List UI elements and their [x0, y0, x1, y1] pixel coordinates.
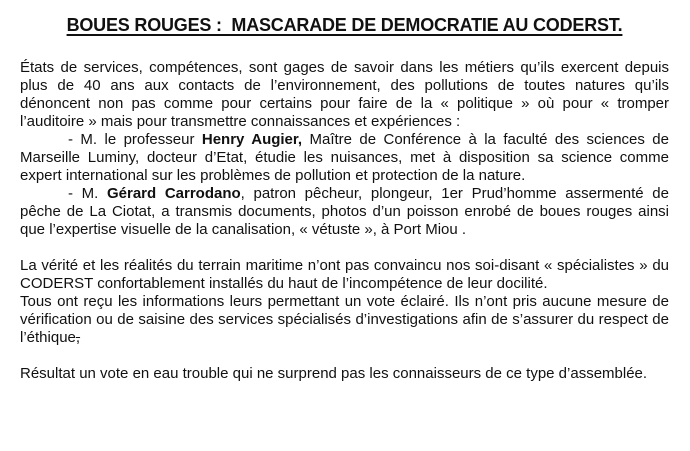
tous-text: Tous ont reçu les informations leurs permettant un vote éclairé. Ils n’ont pris aucune mesure de vérification ou de saisine des services spécialisés d’investigations afin de s’assurer du respect de l’éthique [20, 293, 669, 346]
struck-comma: , [75, 329, 81, 346]
augier-text: Maître de Conférence à la faculté des sciences de Marseille Luminy, docteur d’Etat, étudie les nuisances, met à disposition sa science comme expert international sur les problèmes de pollution et protection de la nature. [20, 131, 669, 184]
carrodano-prefix: - M. [68, 185, 107, 202]
paragraph-resultat: Résultat un vote en eau trouble qui ne surprend pas les connaisseurs de ce type d’assemblée. [20, 365, 648, 382]
paragraph-carrodano [20, 185, 669, 239]
document-title [20, 15, 669, 36]
paragraph-verite: La vérité et les réalités du terrain maritime n’ont pas convaincu nos soi-disant « spécialistes » du CODERST confortablement installés du haut de l’incompétence de leur docilité. [20, 257, 669, 292]
carrodano-name: Gérard Carrodano [106, 185, 241, 202]
paragraph-gap [20, 239, 669, 257]
augier-prefix: - M. le professeur [68, 131, 202, 148]
augier-name: Henry Augier, [201, 131, 303, 148]
paragraph-tous [20, 293, 669, 347]
title-text: BOUES ROUGES : MASCARADE DE DEMOCRATIE AU CODERST. [66, 15, 623, 35]
carrodano-text: , patron pêcheur, plongeur, 1er Prud’homme assermenté de pêche de La Ciotat, a transmis documents, photos d’un poisson enrobé de boues rouges ainsi que l’expertise visuelle de la canalisation, « vétuste », à Port Miou . [20, 185, 669, 238]
document-body [20, 59, 669, 383]
paragraph-intro: États de services, compétences, sont gages de savoir dans les métiers qu’ils exercent depuis plus de 40 ans aux contacts de l’environnement, des pollutions de toutes natures qu’ils dénoncent non pas comme pour certains pour faire de la « politique » où pour « tromper l’auditoire » mais pour transmettre connaissances et expériences : [20, 59, 669, 130]
paragraph-augier [20, 131, 669, 185]
paragraph-gap [20, 347, 669, 365]
